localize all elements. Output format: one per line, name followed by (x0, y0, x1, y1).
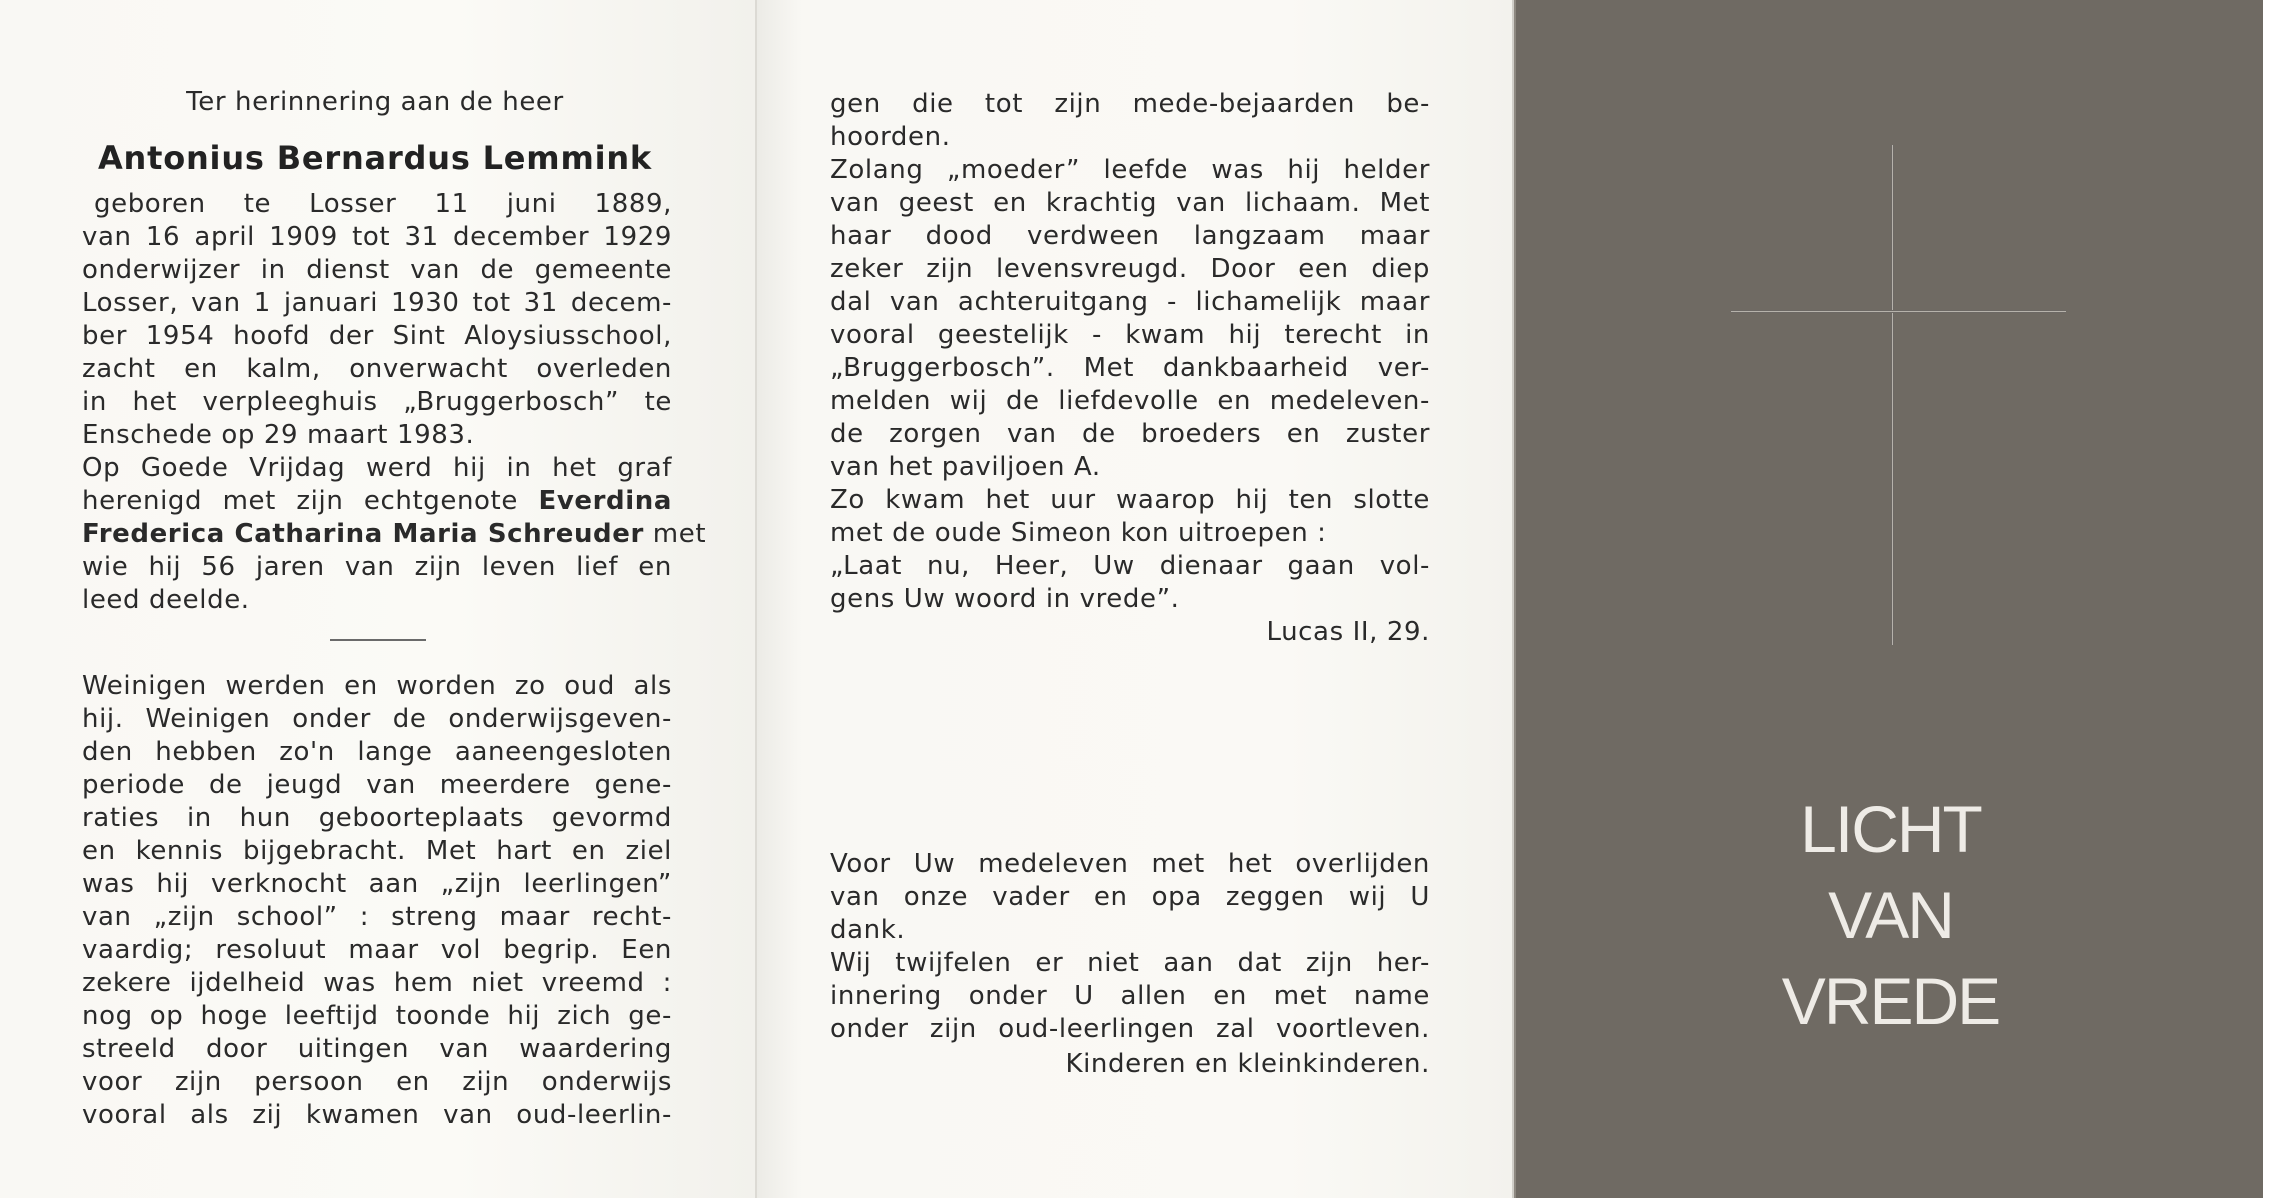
body-block (82, 670, 672, 1132)
body-line: zekere ijdelheid was hem niet vreemd : (82, 968, 672, 998)
middle-line: hoorden. (830, 122, 951, 152)
spouse-name-first: Everdina (538, 486, 672, 516)
middle-line: gen die tot zijn mede-bejaarden be- (830, 89, 1430, 119)
body-line: was hij verknocht aan „zijn leerlingen” (82, 869, 672, 899)
bio-line: Losser, van 1 januari 1930 tot 31 decem- (82, 288, 672, 318)
middle-line: vooral geestelijk - kwam hij terecht in (830, 320, 1430, 350)
body-line: den hebben zo'n lange aaneengesloten (82, 737, 672, 767)
bio-line: Op Goede Vrijdag werd hij in het graf (82, 453, 672, 483)
bio-line: Enschede op 29 maart 1983. (82, 420, 475, 450)
cover-title-word: VAN (1828, 878, 1953, 952)
body-line: nog op hoge leeftijd toonde hij zich ge- (82, 1001, 672, 1031)
spouse-line-suffix: met (652, 519, 707, 549)
middle-line: de zorgen van de broeders en zuster (830, 419, 1430, 449)
spouse-name-rest: Frederica Catharina Maria Schreuder (82, 519, 644, 549)
deceased-name-text: Antonius Bernardus Lemmink (97, 139, 653, 177)
body-line: en kennis bijgebracht. Met hart en ziel (82, 836, 672, 866)
bio-line: ber 1954 hoofd der Sint Aloysiusschool, (82, 321, 672, 351)
thanks-line: innering onder U allen en met name (830, 981, 1430, 1011)
spouse-line-prefix: herenigd met zijn echtgenote (82, 486, 518, 516)
body-line: voor zijn persoon en zijn onderwijs (82, 1067, 672, 1097)
middle-line: „Bruggerbosch”. Met dankbaarheid ver- (830, 353, 1430, 383)
cross-horizontal-bar (1731, 310, 2066, 313)
body-line: vooral als zij kwamen van oud-leerlin- (82, 1100, 672, 1130)
thanks-line: Voor Uw medeleven met het overlijden (830, 849, 1430, 879)
separator-line (330, 639, 426, 641)
middle-line: met de oude Simeon kon uitroepen : (830, 518, 1327, 548)
spouse-line-2 (82, 518, 707, 551)
body-line: van „zijn school” : streng maar recht- (82, 902, 672, 932)
bio-line: van 16 april 1909 tot 31 december 1929 (82, 222, 672, 252)
middle-text-block (830, 88, 1430, 649)
middle-line: Zo kwam het uur waarop hij ten slotte (830, 485, 1430, 515)
body-line: Weinigen werden en worden zo oud als (82, 671, 672, 701)
middle-panel (757, 0, 1514, 1198)
body-line: hij. Weinigen onder de onderwijsgeven- (82, 704, 672, 734)
middle-line: „Laat nu, Heer, Uw dienaar gaan vol- (830, 551, 1430, 581)
bio-block (82, 188, 707, 617)
intro-text (80, 86, 670, 119)
thanks-line: van onze vader en opa zeggen wij U (830, 882, 1430, 912)
deceased-name (80, 138, 670, 184)
thanks-line: dank. (830, 915, 906, 945)
bio-line: geboren te Losser 11 juni 1889, (94, 189, 672, 219)
signature: Kinderen en kleinkinderen. (1065, 1049, 1430, 1079)
cover-title-word: VREDE (1781, 964, 2000, 1038)
closing-line: leed deelde. (82, 585, 250, 615)
body-line: raties in hun geboorteplaats gevormd (82, 803, 672, 833)
thanks-line: onder zijn oud-leerlingen zal voortleven. (830, 1014, 1430, 1044)
citation: Lucas II, 29. (1266, 617, 1430, 647)
left-panel (0, 0, 757, 1198)
spouse-line (82, 485, 672, 518)
middle-line: dal van achteruitgang - lichamelijk maar (830, 287, 1430, 317)
middle-line: zeker zijn levensvreugd. Door een diep (830, 254, 1430, 284)
bio-line: onderwijzer in dienst van de gemeente (82, 255, 672, 285)
body-line: periode de jeugd van meerdere gene- (82, 770, 672, 800)
cross-vertical-bar (1891, 145, 1894, 645)
middle-line: Zolang „moeder” leefde was hij helder (830, 155, 1430, 185)
middle-line: van geest en krachtig van lichaam. Met (830, 188, 1430, 218)
closing-line: wie hij 56 jaren van zijn leven lief en (82, 552, 672, 582)
body-line: streeld door uitingen van waardering (82, 1034, 672, 1064)
cover-title-word: LICHT (1800, 792, 1981, 866)
thanks-block (830, 848, 1430, 1081)
cover-panel (1514, 0, 2263, 1198)
middle-line: van het paviljoen A. (830, 452, 1101, 482)
middle-line: melden wij de liefdevolle en medeleven- (830, 386, 1430, 416)
middle-line: gens Uw woord in vrede”. (830, 584, 1180, 614)
bio-line: zacht en kalm, onverwacht overleden (82, 354, 672, 384)
intro-line: Ter herinnering aan de heer (186, 87, 564, 117)
body-line: vaardig; resoluut maar vol begrip. Een (82, 935, 672, 965)
thanks-line: Wij twijfelen er niet aan dat zijn her- (830, 948, 1430, 978)
middle-line: haar dood verdween langzaam maar (830, 221, 1430, 251)
bio-line: in het verpleeghuis „Bruggerbosch” te (82, 387, 672, 417)
